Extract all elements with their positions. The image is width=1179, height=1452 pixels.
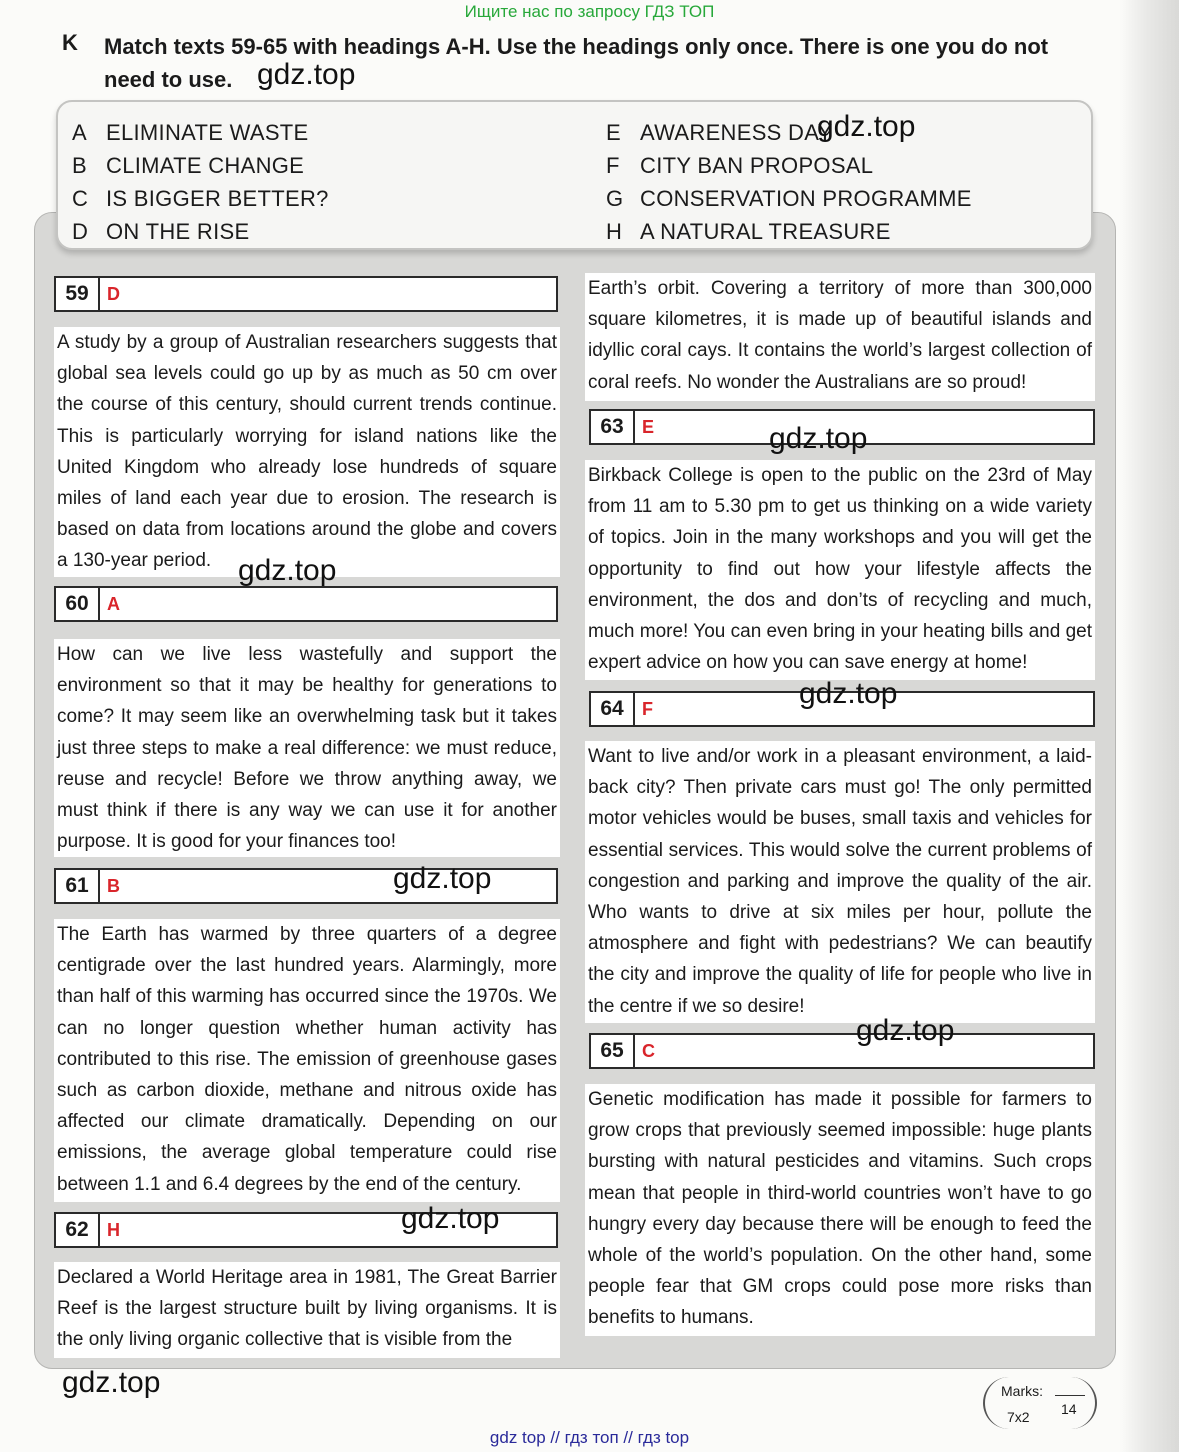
text-number: 63 <box>591 411 635 443</box>
text-63 <box>585 460 1095 680</box>
top-banner[interactable]: Ищите нас по запросу ГДЗ ТОП <box>464 2 715 21</box>
heading-c: C IS BIGGER BETTER? <box>72 186 329 211</box>
headings-right-column <box>606 116 972 248</box>
answer-box-59[interactable] <box>54 276 558 312</box>
text-65 <box>585 1084 1095 1336</box>
watermark: gdz.top <box>62 1366 161 1399</box>
text-63-body: Birkback College is open to the public on the 23rd of May from 11 am to 5.30 pm to get us thinking on a wide variety of topics. Join in the many workshops and you will get the opportunity to find out how your lifestyle affects the environment, the dos and don’ts of recycling and much, much more! You can even bring in your heating bills and get expert advice on how you can save energy at home! <box>588 465 1092 674</box>
heading-d: D ON THE RISE <box>72 219 250 244</box>
answer-letter[interactable]: B <box>107 875 120 896</box>
answer-letter[interactable]: E <box>642 416 655 437</box>
marks-box <box>983 1377 1097 1429</box>
text-62-body-part2: Earth’s orbit. Covering a territory of more than 300,000 square kilometres, it is made up of beautiful islands and idyllic coral cays. It contains the world’s largest collection of coral reefs. No wonder the Australians are so proud! <box>588 278 1092 393</box>
heading-g: G CONSERVATION PROGRAMME <box>606 186 972 211</box>
text-64 <box>585 741 1095 1023</box>
text-65-body: Genetic modification has made it possible for farmers to grow crops that previously seemed impossible: huge plants bursting with natural pesticides and vitamins. Such crops mean that people in third-world countries won’t have to go hungry every day because there will be enough to feed the whole of the world’s population. On the other hand, some people fear that GM crops could pose more risks than benefits to humans. <box>588 1089 1092 1329</box>
text-number: 59 <box>56 278 100 310</box>
watermark: gdz.top <box>769 422 868 455</box>
text-62-body-part1: Declared a World Heritage area in 1981, The Great Barrier Reef is the largest structure built by living organisms. It is the only living organic collective that is visible from the <box>57 1267 557 1351</box>
headings-box <box>56 100 1093 250</box>
watermark: gdz.top <box>257 58 356 91</box>
page-edge-shadow <box>1120 0 1179 1452</box>
text-number: 60 <box>56 588 100 620</box>
text-number: 65 <box>591 1035 635 1067</box>
text-60 <box>54 639 560 857</box>
answer-letter[interactable]: D <box>107 283 120 304</box>
text-59-body: A study by a group of Australian researchers suggests that global sea levels could go up by as much as 50 cm over the course of this century, should current trends continue. This is particularly worrying for island nations like the United Kingdom who already lose hundreds of square miles of land each year due to erosion. The research is based on data from locations around the globe and covers a 130-year period. <box>57 332 557 572</box>
marks-total: 14 <box>1061 1401 1077 1417</box>
watermark: gdz.top <box>401 1202 500 1235</box>
text-62-part1 <box>54 1262 560 1358</box>
answer-box-65[interactable] <box>589 1033 1095 1069</box>
heading-e: E AWARENESS DAY <box>606 120 833 145</box>
text-61 <box>54 919 560 1202</box>
heading-b: B CLIMATE CHANGE <box>72 153 305 178</box>
text-59 <box>54 327 560 577</box>
answer-letter[interactable]: H <box>107 1219 120 1240</box>
marks-multiplier: 7x2 <box>1007 1409 1030 1425</box>
watermark: gdz.top <box>799 677 898 710</box>
text-number: 62 <box>56 1214 100 1246</box>
headings-left-column <box>72 116 329 248</box>
answer-letter[interactable]: A <box>107 593 120 614</box>
text-number: 61 <box>56 870 100 902</box>
answer-letter[interactable]: C <box>642 1040 655 1061</box>
watermark: gdz.top <box>238 554 337 587</box>
watermark: gdz.top <box>817 110 916 143</box>
marks-line <box>1055 1395 1085 1396</box>
task-instruction: Match texts 59-65 with headings A-H. Use the headings only once. There is one you do not need to use. <box>104 34 1049 92</box>
task-letter: K <box>62 30 78 55</box>
heading-a: A ELIMINATE WASTE <box>72 120 309 145</box>
text-61-body: The Earth has warmed by three quarters of a degree centigrade over the last hundred years. Alarmingly, more than half of this warming has occurred since the 1970s. We can no longer question whether human activity has contributed to this rise. The emission of greenhouse gases such as carbon dioxide, methane and nitrous oxide has affected our climate dramatically. Depending on our emissions, the average global temperature could rise between 1.1 and 6.4 degrees by the end of the century. <box>57 924 557 1195</box>
text-number: 64 <box>591 693 635 725</box>
text-64-body: Want to live and/or work in a pleasant environment, a laid-back city? Then private cars must go! The only permitted motor vehicles would be buses, small taxis and vehicles for essential services. This would solve the current problems of congestion and parking and improve the quality of the air. Who wants to drive at six miles per hour, pollute the atmosphere and fight with pedestrians? We can beautify the city and improve the quality of life for people who live in the centre if we so desire! <box>588 746 1092 1017</box>
marks-label: Marks: <box>1001 1383 1043 1399</box>
heading-h: H A NATURAL TREASURE <box>606 219 891 244</box>
heading-f: F CITY BAN PROPOSAL <box>606 153 874 178</box>
watermark: gdz.top <box>856 1014 955 1047</box>
text-60-body: How can we live less wastefully and support the environment so that it may be healthy for generations to come? It may seem like an overwhelming task but it takes just three steps to make a real difference: we must reduce, reuse and recycle! Before we throw anything away, we must think if there is any way we can use it for another purpose. It is good for your finances too! <box>57 644 557 853</box>
answer-box-60[interactable] <box>54 586 558 622</box>
answer-letter[interactable]: F <box>642 698 653 719</box>
watermark: gdz.top <box>393 862 492 895</box>
bottom-banner[interactable]: gdz top // гдз топ // гдз top <box>489 1428 690 1447</box>
text-62-part2 <box>585 273 1095 401</box>
